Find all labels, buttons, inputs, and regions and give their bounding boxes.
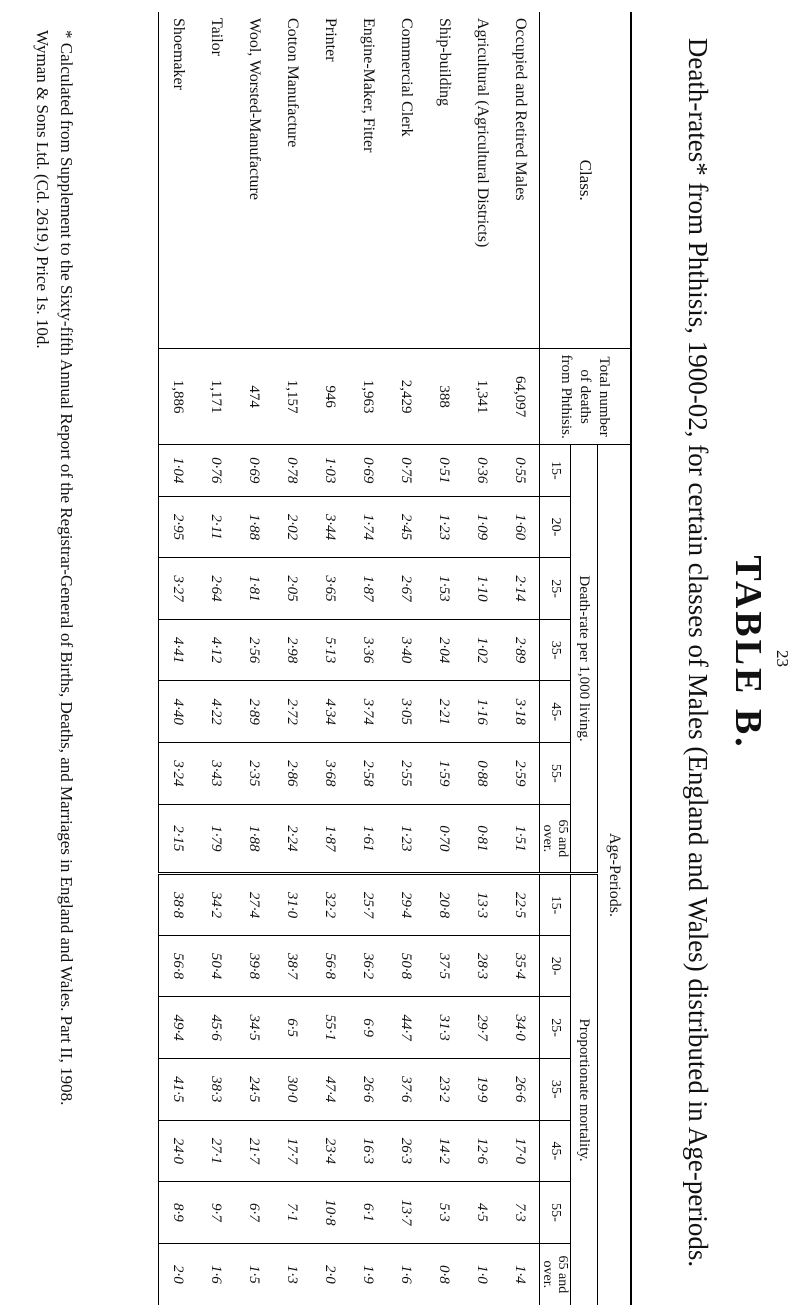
- proportionate-mortality-cell: 44·7: [387, 997, 425, 1059]
- proportionate-mortality-cell: 1·0: [463, 1243, 501, 1305]
- proportionate-mortality-cell: 36·2: [349, 935, 387, 997]
- proportionate-mortality-cell: 29·4: [387, 874, 425, 936]
- proportionate-mortality-cell: 0·8: [425, 1243, 463, 1305]
- proportionate-mortality-cell: 19·9: [463, 1058, 501, 1120]
- death-rate-cell: 4·34: [311, 681, 349, 743]
- death-rate-cell: 2·64: [197, 558, 235, 620]
- proportionate-mortality-cell: 47·4: [311, 1058, 349, 1120]
- proportionate-mortality-cell: 6·1: [349, 1182, 387, 1244]
- age-header: 20-: [540, 935, 571, 997]
- death-rate-cell: 2·58: [349, 743, 387, 805]
- death-rate-cell: 2·67: [387, 558, 425, 620]
- death-rate-cell: 0·78: [273, 444, 311, 496]
- death-rate-cell: 2·05: [273, 558, 311, 620]
- death-rate-header: Death-rate per 1,000 living.: [571, 444, 598, 873]
- proportionate-mortality-cell: 17·0: [501, 1120, 540, 1182]
- proportionate-mortality-cell: 37·5: [425, 935, 463, 997]
- death-rate-cell: 2·45: [387, 496, 425, 558]
- class-name-cell: Cotton Manufacture: [284, 18, 301, 148]
- death-rate-cell: 1·88: [235, 804, 273, 874]
- class-header: Class.: [540, 12, 632, 349]
- proportionate-mortality-cell: 50·4: [197, 935, 235, 997]
- death-rate-cell: 3·18: [501, 681, 540, 743]
- death-rate-cell: 1·79: [197, 804, 235, 874]
- class-name-cell: Commercial Clerk: [398, 18, 415, 137]
- death-rate-cell: 0·81: [463, 804, 501, 874]
- age-header: 25-: [540, 997, 571, 1059]
- total-deaths-cell: 1,963: [349, 349, 387, 445]
- death-rate-cell: 0·69: [235, 444, 273, 496]
- proportionate-mortality-cell: 7·1: [273, 1182, 311, 1244]
- age-header: 15-: [540, 874, 571, 936]
- death-rate-cell: 1·88: [235, 496, 273, 558]
- death-rate-cell: 2·11: [197, 496, 235, 558]
- proportionate-mortality-cell: 1·3: [273, 1243, 311, 1305]
- death-rate-cell: 4·12: [197, 619, 235, 681]
- total-deaths-cell: 2,429: [387, 349, 425, 445]
- age-header: 65 and over.: [540, 1243, 571, 1305]
- age-header: 35-: [540, 1058, 571, 1120]
- proportionate-mortality-cell: 39·8: [235, 935, 273, 997]
- death-rate-cell: 1·02: [463, 619, 501, 681]
- proportionate-mortality-cell: 32·2: [311, 874, 349, 936]
- death-rate-cell: 5·13: [311, 619, 349, 681]
- death-rate-cell: 1·87: [349, 558, 387, 620]
- proportionate-mortality-cell: 2·0: [159, 1243, 198, 1305]
- proportionate-mortality-cell: 34·0: [501, 997, 540, 1059]
- proportionate-mortality-cell: 14·2: [425, 1120, 463, 1182]
- proportionate-mortality-cell: 41·5: [159, 1058, 198, 1120]
- age-header: 25-: [540, 558, 571, 620]
- proportionate-mortality-cell: 1·4: [501, 1243, 540, 1305]
- table-body: [159, 12, 540, 1305]
- proportionate-mortality-cell: 16·3: [349, 1120, 387, 1182]
- death-rate-cell: 1·09: [463, 496, 501, 558]
- class-name-cell: Printer: [322, 18, 339, 62]
- proportionate-mortality-cell: 27·4: [235, 874, 273, 936]
- table-row: [311, 12, 349, 1305]
- death-rate-cell: 2·98: [273, 619, 311, 681]
- proportionate-mortality-cell: 50·8: [387, 935, 425, 997]
- death-rate-cell: 3·43: [197, 743, 235, 805]
- table-row: [463, 12, 501, 1305]
- table-row: [197, 12, 235, 1305]
- proportionate-mortality-cell: 21·7: [235, 1120, 273, 1182]
- proportionate-mortality-cell: 31·0: [273, 874, 311, 936]
- death-rate-cell: 0·51: [425, 444, 463, 496]
- death-rate-cell: 1·81: [235, 558, 273, 620]
- proportionate-mortality-cell: 5·3: [425, 1182, 463, 1244]
- phthisis-table: [158, 12, 632, 1305]
- age-header: 55-: [540, 743, 571, 805]
- death-rate-cell: 3·74: [349, 681, 387, 743]
- death-rate-cell: 2·04: [425, 619, 463, 681]
- class-name-cell: Wool, Worsted-Manufacture: [246, 18, 263, 200]
- death-rate-cell: 0·36: [463, 444, 501, 496]
- proportionate-mortality-cell: 9·7: [197, 1182, 235, 1244]
- proportionate-mortality-cell: 6·7: [235, 1182, 273, 1244]
- footnote-text: * Calculated from Supplement to the Sixty-fifth Annual Report of the Registrar-General of Births, Deaths, and Marriages in England and Wales. Part II, 1908.: [57, 30, 76, 1106]
- age-periods-header: Age-Periods.: [598, 444, 632, 1305]
- death-rate-cell: 1·23: [387, 804, 425, 874]
- proportionate-mortality-cell: 7·3: [501, 1182, 540, 1244]
- proportionate-mortality-cell: 38·7: [273, 935, 311, 997]
- page-number: 23: [773, 650, 792, 667]
- proportionate-mortality-cell: 28·3: [463, 935, 501, 997]
- death-rate-cell: 2·35: [235, 743, 273, 805]
- death-rate-cell: 4·22: [197, 681, 235, 743]
- death-rate-cell: 1·23: [425, 496, 463, 558]
- total-deaths-cell: 64,097: [501, 349, 540, 445]
- class-name-cell: Engine-Maker, Fitter: [360, 18, 377, 153]
- death-rate-cell: 1·61: [349, 804, 387, 874]
- death-rate-cell: 2·56: [235, 619, 273, 681]
- table-row: [425, 12, 463, 1305]
- death-rate-cell: 0·69: [349, 444, 387, 496]
- death-rate-cell: 1·59: [425, 743, 463, 805]
- proportionate-mortality-cell: 34·2: [197, 874, 235, 936]
- proportionate-mortality-cell: 56·8: [159, 935, 198, 997]
- proportionate-mortality-cell: 8·9: [159, 1182, 198, 1244]
- proportionate-mortality-cell: 12·6: [463, 1120, 501, 1182]
- death-rate-cell: 3·36: [349, 619, 387, 681]
- table-row: [501, 12, 540, 1305]
- age-header: 45-: [540, 681, 571, 743]
- proportionate-mortality-cell: 2·0: [311, 1243, 349, 1305]
- class-name-cell: Ship-building: [436, 18, 453, 107]
- table-subtitle: Death-rates* from Phthisis, 1900-02, for certain classes of Males (England and Wales) distributed in Age-periods.: [683, 37, 713, 1268]
- proportionate-mortality-cell: 24·0: [159, 1120, 198, 1182]
- proportionate-mortality-cell: 26·3: [387, 1120, 425, 1182]
- death-rate-cell: 2·14: [501, 558, 540, 620]
- total-deaths-cell: 474: [235, 349, 273, 445]
- proportionate-mortality-cell: 22·5: [501, 874, 540, 936]
- proportionate-mortality-cell: 31·3: [425, 997, 463, 1059]
- death-rate-cell: 1·10: [463, 558, 501, 620]
- proportionate-mortality-cell: 4·5: [463, 1182, 501, 1244]
- death-rate-cell: 2·89: [235, 681, 273, 743]
- death-rate-cell: 0·76: [197, 444, 235, 496]
- death-rate-cell: 1·03: [311, 444, 349, 496]
- total-deaths-cell: 1,886: [159, 349, 198, 445]
- death-rate-cell: 3·24: [159, 743, 198, 805]
- total-deaths-cell: 388: [425, 349, 463, 445]
- proportionate-mortality-cell: 17·7: [273, 1120, 311, 1182]
- death-rate-cell: 4·41: [159, 619, 198, 681]
- death-rate-cell: 2·95: [159, 496, 198, 558]
- death-rate-cell: 2·15: [159, 804, 198, 874]
- death-rate-cell: 2·21: [425, 681, 463, 743]
- death-rate-cell: 2·55: [387, 743, 425, 805]
- death-rate-cell: 3·27: [159, 558, 198, 620]
- death-rate-cell: 0·75: [387, 444, 425, 496]
- proportionate-mortality-cell: 35·4: [501, 935, 540, 997]
- class-name-cell: Agricultural (Agricultural Districts): [474, 18, 491, 248]
- proportionate-mortality-cell: 34·5: [235, 997, 273, 1059]
- age-header: 45-: [540, 1120, 571, 1182]
- class-name-cell: Shoemaker: [159, 12, 198, 349]
- table-title: TABLE B.: [727, 555, 769, 750]
- proportionate-mortality-cell: 20·8: [425, 874, 463, 936]
- death-rate-cell: 0·70: [425, 804, 463, 874]
- death-rate-cell: 1·53: [425, 558, 463, 620]
- death-rate-cell: 3·68: [311, 743, 349, 805]
- age-header: 65 and over.: [540, 804, 571, 874]
- death-rate-cell: 2·02: [273, 496, 311, 558]
- proportionate-mortality-cell: 38·8: [159, 874, 198, 936]
- proportionate-mortality-cell: 26·6: [349, 1058, 387, 1120]
- proportionate-mortality-cell: 6·9: [349, 997, 387, 1059]
- death-rate-cell: 2·86: [273, 743, 311, 805]
- proportionate-mortality-cell: 24·5: [235, 1058, 273, 1120]
- death-rate-cell: 0·55: [501, 444, 540, 496]
- death-rate-cell: 3·65: [311, 558, 349, 620]
- death-rate-cell: 1·51: [501, 804, 540, 874]
- footnote: [30, 30, 78, 1280]
- class-name-cell: Tailor: [208, 18, 225, 56]
- proportionate-mortality-cell: 1·6: [197, 1243, 235, 1305]
- table-row: [159, 12, 198, 1305]
- death-rate-cell: 1·04: [159, 444, 198, 496]
- death-rate-cell: 0·88: [463, 743, 501, 805]
- proportionate-mortality-cell: 1·9: [349, 1243, 387, 1305]
- death-rate-cell: 1·87: [311, 804, 349, 874]
- proportionate-mortality-cell: 23·2: [425, 1058, 463, 1120]
- death-rate-cell: 2·59: [501, 743, 540, 805]
- class-name-cell: Occupied and Retired Males: [512, 18, 529, 201]
- death-rate-cell: 1·16: [463, 681, 501, 743]
- table-row: [387, 12, 425, 1305]
- proportionate-mortality-cell: 49·4: [159, 997, 198, 1059]
- proportionate-mortality-cell: 13·7: [387, 1182, 425, 1244]
- death-rate-cell: 2·72: [273, 681, 311, 743]
- death-rate-cell: 3·05: [387, 681, 425, 743]
- total-deaths-cell: 1,157: [273, 349, 311, 445]
- death-rate-cell: 4·40: [159, 681, 198, 743]
- proportionate-mortality-cell: 45·6: [197, 997, 235, 1059]
- table-row: [349, 12, 387, 1305]
- imprint: Wyman & Sons Ltd. (Cd. 2619.) Price 1s. 10d.: [33, 30, 52, 349]
- age-header: 55-: [540, 1182, 571, 1244]
- death-rate-cell: 3·40: [387, 619, 425, 681]
- death-rate-cell: 1·74: [349, 496, 387, 558]
- proportionate-mortality-cell: 37·6: [387, 1058, 425, 1120]
- death-rate-cell: 2·89: [501, 619, 540, 681]
- proportionate-mortality-cell: 55·1: [311, 997, 349, 1059]
- table-row: [235, 12, 273, 1305]
- total-deaths-cell: 1,171: [197, 349, 235, 445]
- proportionate-mortality-cell: 6·5: [273, 997, 311, 1059]
- age-header: 20-: [540, 496, 571, 558]
- death-rate-cell: 2·24: [273, 804, 311, 874]
- proportionate-mortality-cell: 30·0: [273, 1058, 311, 1120]
- table-row: [273, 12, 311, 1305]
- proportionate-mortality-cell: 38·3: [197, 1058, 235, 1120]
- proportionate-mortality-header: Proportionate mortality.: [571, 874, 598, 1305]
- death-rate-cell: 1·60: [501, 496, 540, 558]
- proportionate-mortality-cell: 26·6: [501, 1058, 540, 1120]
- proportionate-mortality-cell: 23·4: [311, 1120, 349, 1182]
- proportionate-mortality-cell: 29·7: [463, 997, 501, 1059]
- proportionate-mortality-cell: 1·6: [387, 1243, 425, 1305]
- total-deaths-cell: 946: [311, 349, 349, 445]
- death-rate-cell: 3·44: [311, 496, 349, 558]
- age-header: 15-: [540, 444, 571, 496]
- proportionate-mortality-cell: 10·8: [311, 1182, 349, 1244]
- proportionate-mortality-cell: 25·7: [349, 874, 387, 936]
- proportionate-mortality-cell: 27·1: [197, 1120, 235, 1182]
- total-deaths-header: Total number of deaths from Phthisis.: [540, 349, 632, 445]
- proportionate-mortality-cell: 1·5: [235, 1243, 273, 1305]
- total-deaths-cell: 1,341: [463, 349, 501, 445]
- proportionate-mortality-cell: 56·8: [311, 935, 349, 997]
- proportionate-mortality-cell: 13·3: [463, 874, 501, 936]
- age-header: 35-: [540, 619, 571, 681]
